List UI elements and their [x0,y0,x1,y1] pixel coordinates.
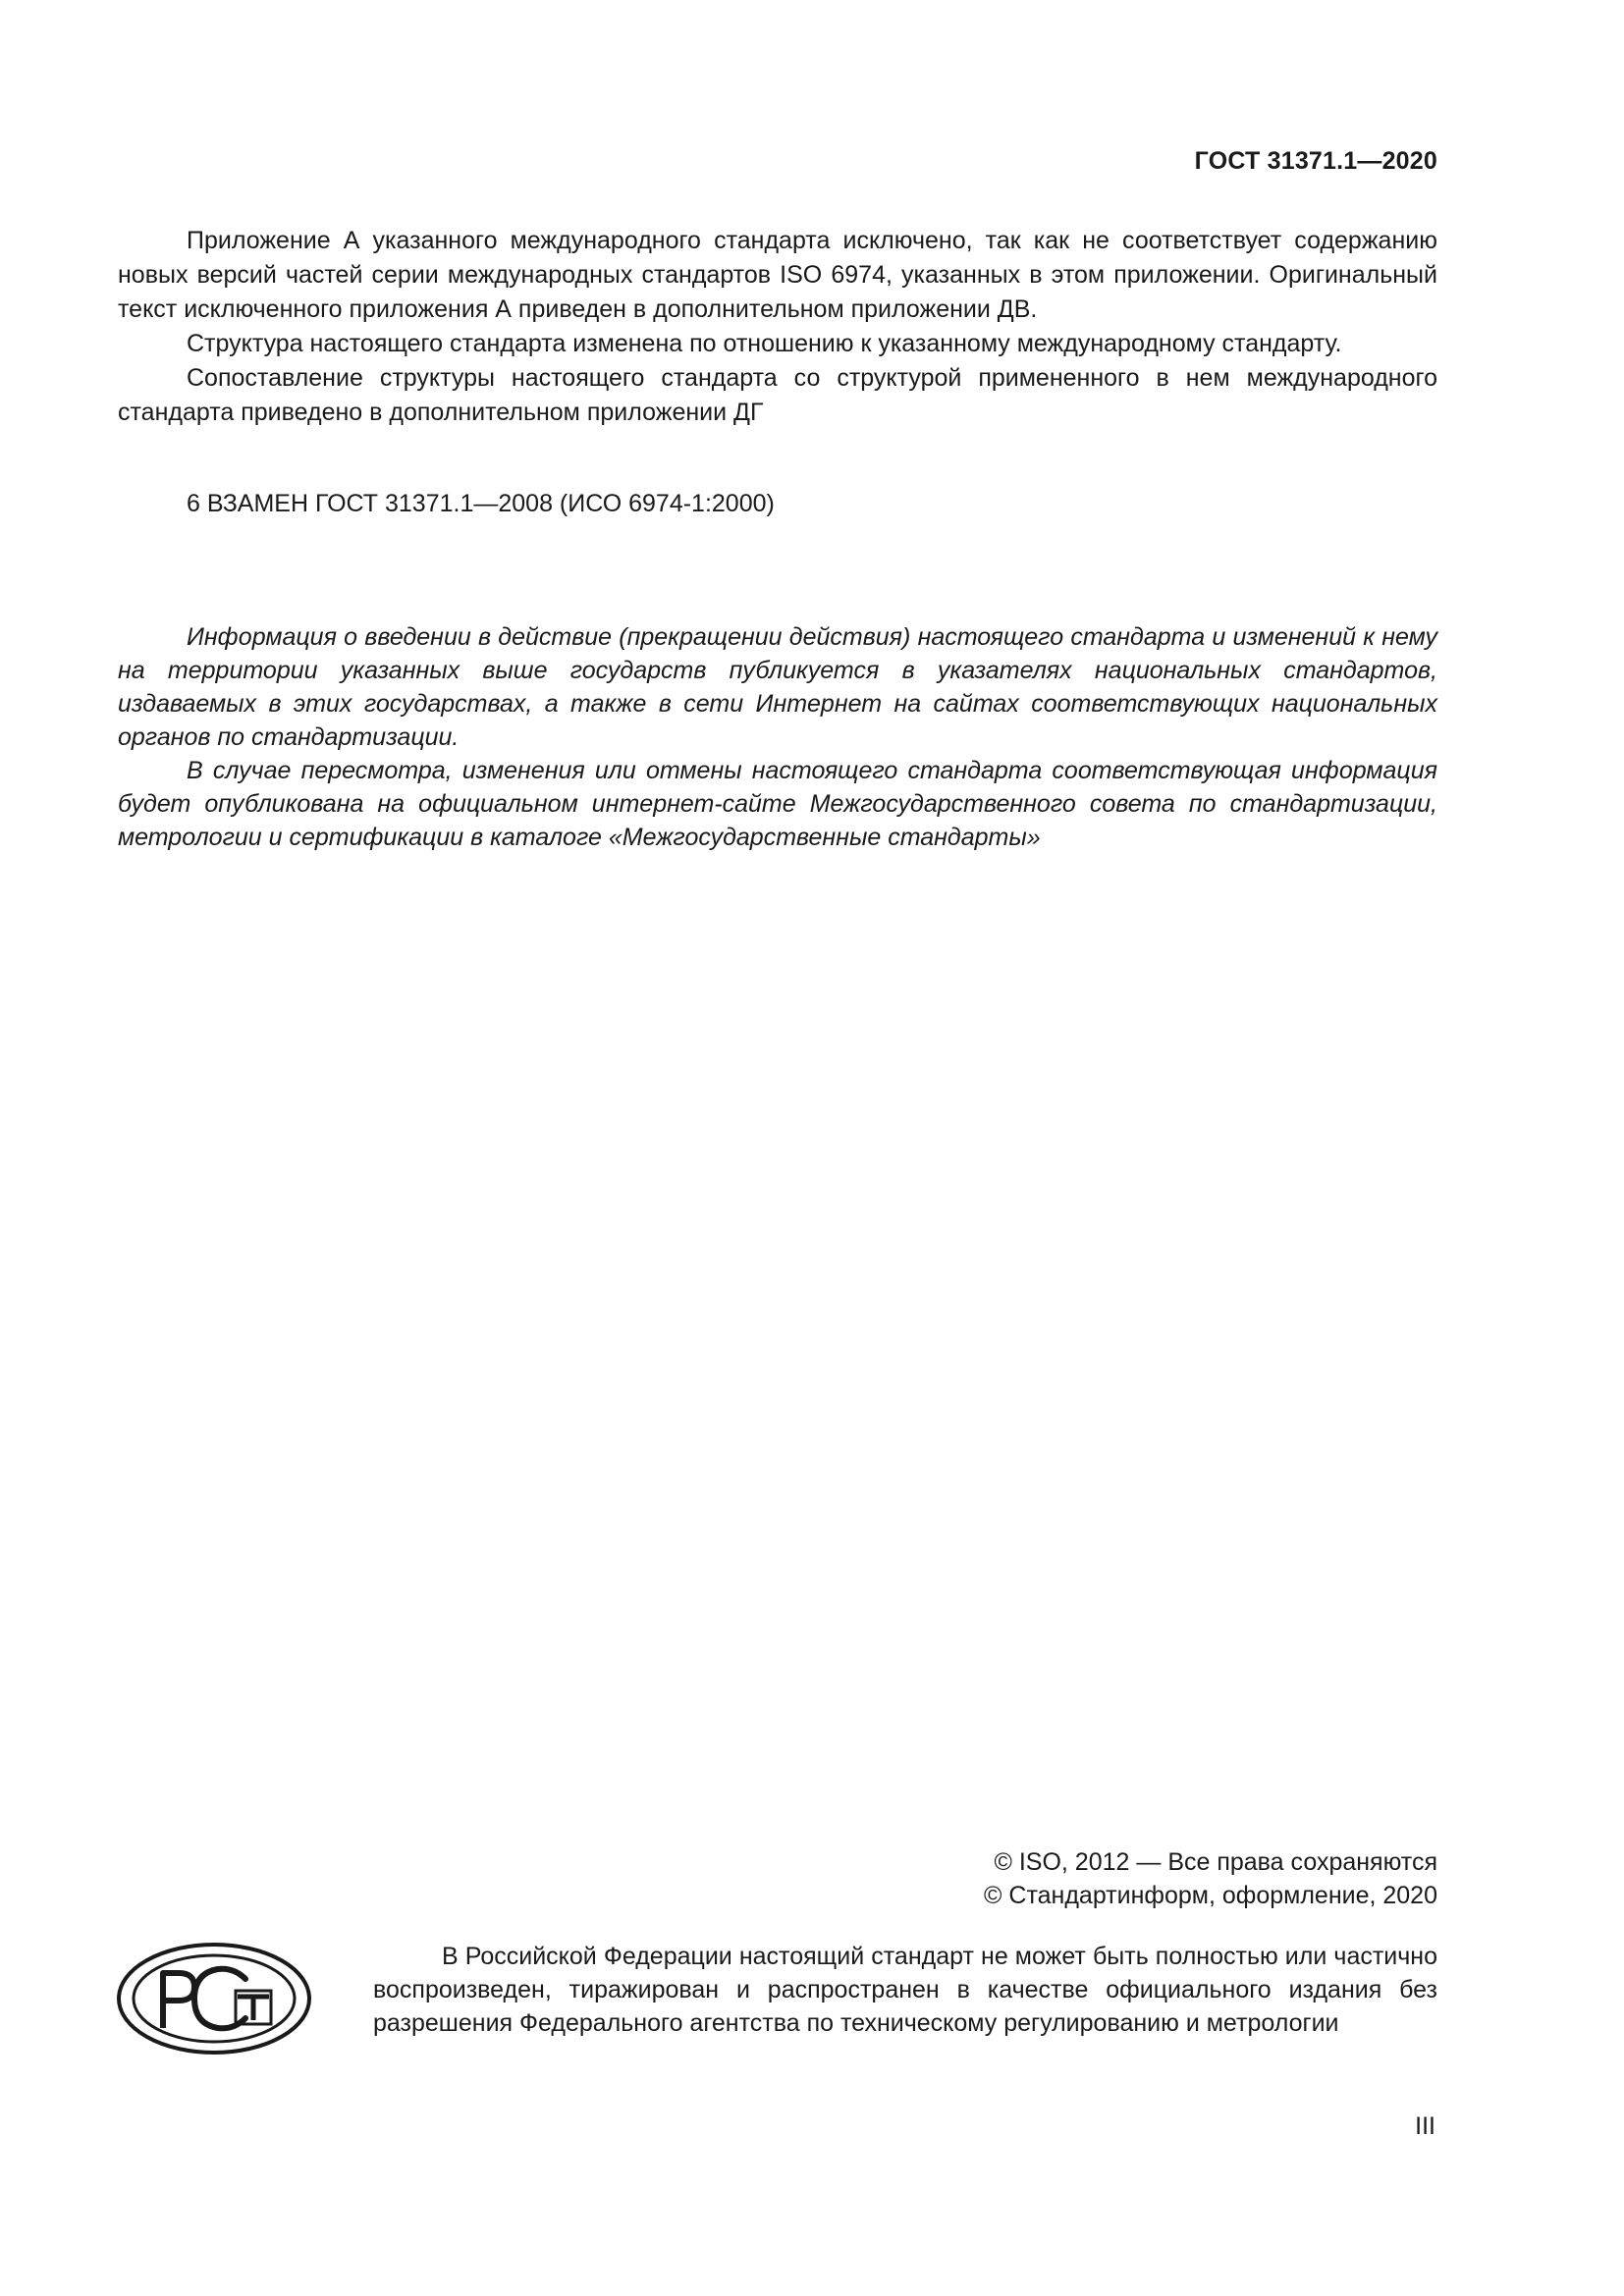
rights-notice-text: В Российской Федерации настоящий стандарт не может быть полностью или частично воспроизведен, тиражирован и распространен в качестве официального издания без разрешения Федерального агентства по техническому регулированию и метрологии [373,1943,1437,2037]
rst-certification-mark-icon [116,1942,312,2056]
paragraph-annex-excluded: Приложение А указанного международного стандарта исключено, так как не соответствует содержанию новых версий частей серии международных стандартов ISO 6974, указанных в этом приложении. Оригинальный текст исключенного приложения А приведен в дополнительном приложении ДВ. [118,227,1437,323]
main-body [118,224,1437,430]
info-block [118,620,1437,854]
paragraph-structure-comparison: Сопоставление структуры настоящего стандарта со структурой примененного в нем международного стандарта приведено в дополнительном приложении ДГ [118,364,1437,426]
rights-notice [373,1940,1437,2040]
info-paragraph-revision: В случае пересмотра, изменения или отмены настоящего стандарта соответствующая информация будет опубликована на официальном интернет-сайте Межгосударственного совета по стандартизации, метрологии и сертификации в каталоге «Межгосударственные стандарты» [118,757,1437,851]
document-id-header: ГОСТ 31371.1—2020 [1194,147,1437,175]
copyright-iso: © ISO, 2012 — Все права сохраняются [994,1848,1437,1876]
copyright-publisher: © Стандартинформ, оформление, 2020 [984,1882,1437,1909]
page-number: III [1415,2112,1435,2140]
paragraph-structure-changed: Структура настоящего стандарта изменена по отношению к указанному международному стандарту. [187,330,1342,357]
replaces-statement: 6 ВЗАМЕН ГОСТ 31371.1—2008 (ИСО 6974-1:2000) [187,490,775,517]
info-paragraph-publication: Информация о введении в действие (прекращении действия) настоящего стандарта и изменений к нему на территории указанных выше государств публикуется в указателях национальных стандартов, издаваемых в этих государствах, а также в сети Интернет на сайтах соответствующих национальных органов по стандартизации. [118,623,1437,751]
copyright-block [984,1845,1437,1912]
